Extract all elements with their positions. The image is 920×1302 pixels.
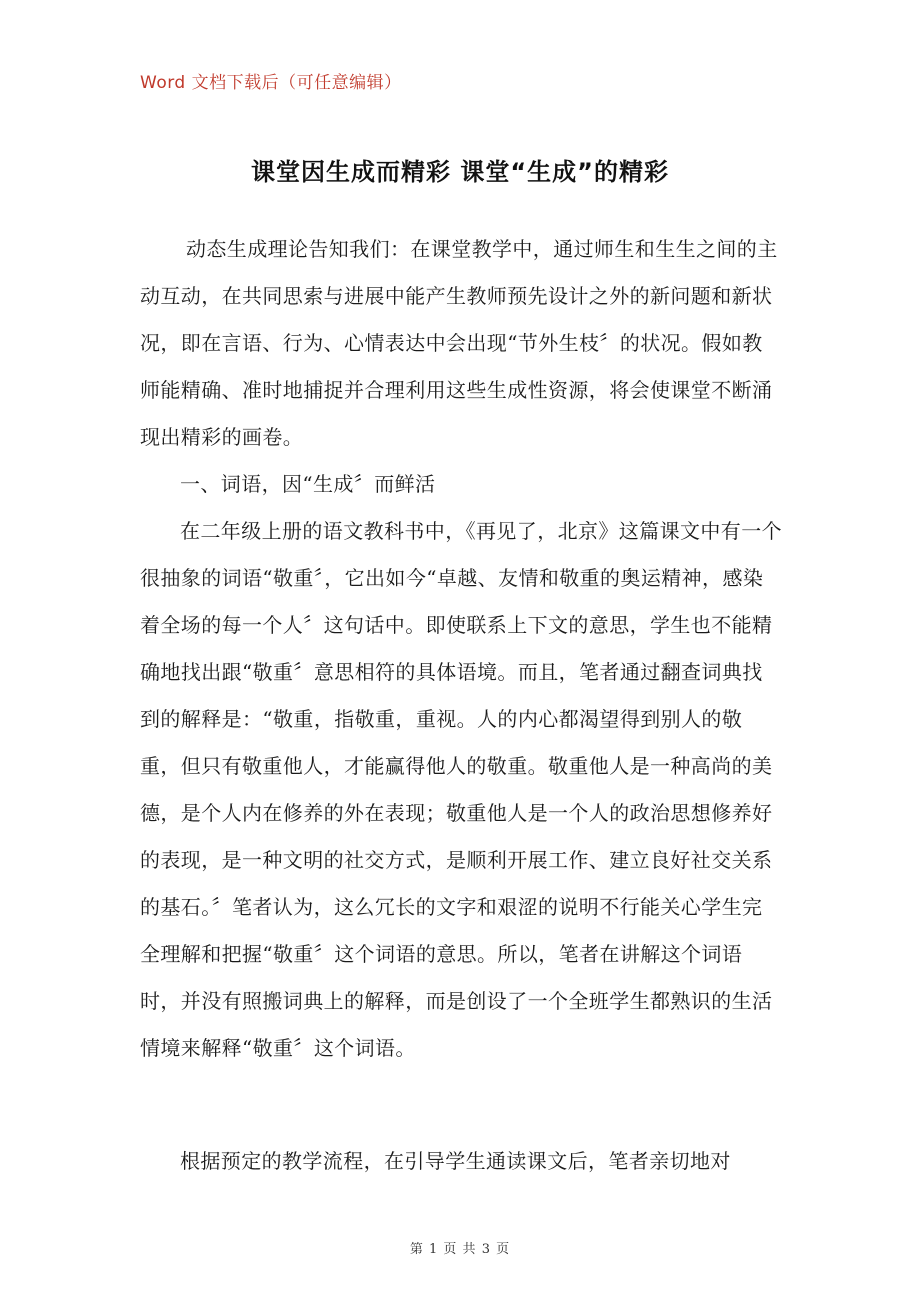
section-heading: 一、词语，因“生成〞而鲜活	[180, 472, 436, 496]
document-body	[140, 226, 782, 1072]
document-title: 课堂因生成而精彩 课堂“生成”的精彩	[251, 158, 669, 186]
page-number: 第 1 页 共 3 页	[409, 1242, 511, 1257]
paragraph-continuation: 根据预定的教学流程，在引导学生通读课文后，笔者亲切地对	[180, 1149, 731, 1173]
paragraph-main: 在二年级上册的语文教科书中，《再见了，北京》这篇课文中有一个很抽象的词语“敬重〞，它出如今“卓越、友情和敬重的奥运精神，感染着全场的每一个人〞这句话中。即使联系上下文的意思，学生也不能精确地找出跟“敬重〞意思相符的具体语境。而且，笔者通过翻查词典找到的解释是：“敬重，指敬重，重视。人的内心都渴望得到别人的敬重，但只有敬重他人，才能赢得他人的敬重。敬重他人是一种高尚的美德，是个人内在修养的外在表现；敬重他人是一个人的政治思想修养好的表现，是一种文明的社交方式，是顺利开展工作、建立良好社交关系的基石。〞笔者认为，这么冗长的文字和艰涩的说明不行能关心学生完全理解和把握“敬重〞这个词语的意思。所以，笔者在讲解这个词语时，并没有照搬词典上的解释，而是创设了一个全班学生都熟识的生活情境来解释“敬重〞这个词语。	[140, 519, 782, 1060]
download-note: Word 文档下载后（可任意编辑）	[140, 73, 402, 93]
paragraph-intro: 动态生成理论告知我们：在课堂教学中，通过师生和生生之间的主动互动，在共同思索与进展中能产生教师预先设计之外的新问题和新状况，即在言语、行为、心情表达中会出现“节外生枝〞的状况。假如教师能精确、准时地捕捉并合理利用这些生成性资源，将会使课堂不断涌现出精彩的画卷。	[140, 237, 778, 449]
